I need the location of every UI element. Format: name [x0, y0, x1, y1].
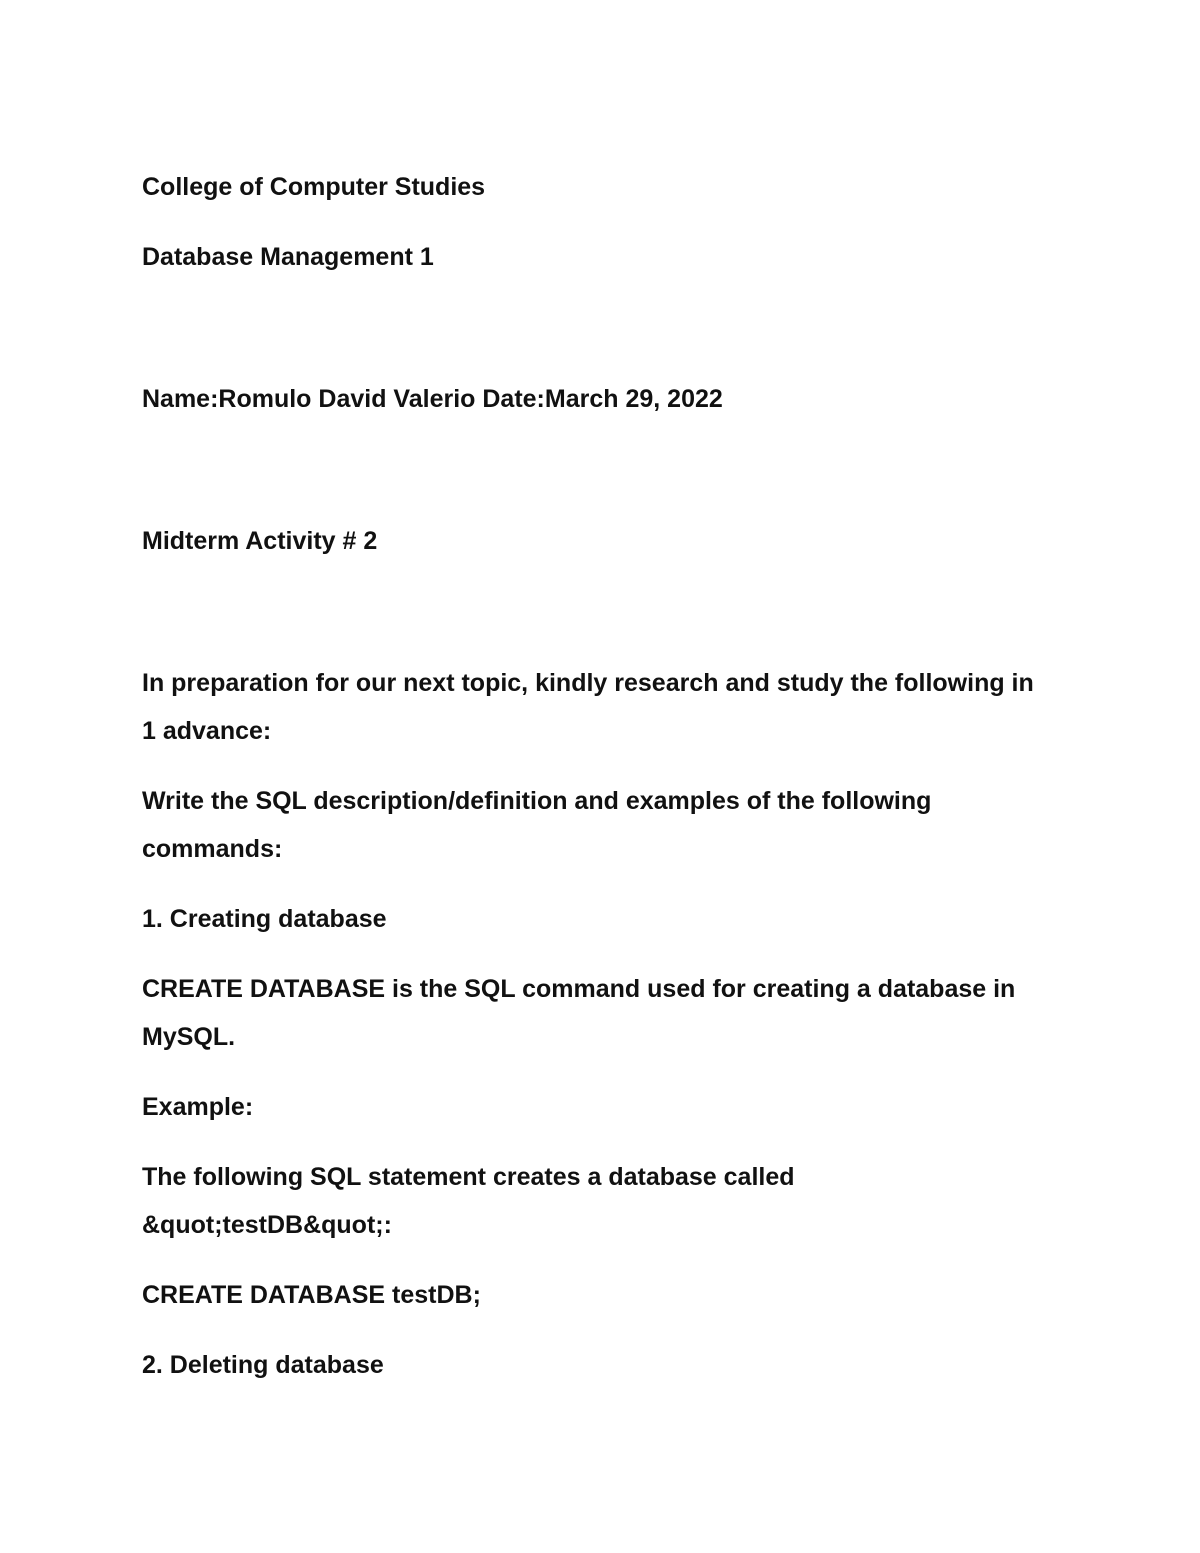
example-code: CREATE DATABASE testDB; — [142, 1281, 481, 1309]
document-body — [142, 163, 1042, 1411]
item-1-title: 1. Creating database — [142, 905, 387, 933]
item-2-title: 2. Deleting database — [142, 1351, 384, 1379]
example-label: Example: — [142, 1093, 254, 1121]
example-description: The following SQL statement creates a database called &quot;testDB&quot;: — [142, 1163, 795, 1239]
activity-title: Midterm Activity # 2 — [142, 527, 378, 555]
instruction-paragraph-2: Write the SQL description/definition and examples of the following commands: — [142, 787, 932, 863]
college-heading: College of Computer Studies — [142, 173, 486, 201]
item-1-description: CREATE DATABASE is the SQL command used for creating a database in MySQL. — [142, 975, 1016, 1051]
instruction-paragraph-1: In preparation for our next topic, kindly research and study the following in 1 advance: — [142, 669, 1034, 745]
name-date-line: Name:Romulo David Valerio Date:March 29, 2022 — [142, 385, 723, 413]
course-heading: Database Management 1 — [142, 243, 434, 271]
